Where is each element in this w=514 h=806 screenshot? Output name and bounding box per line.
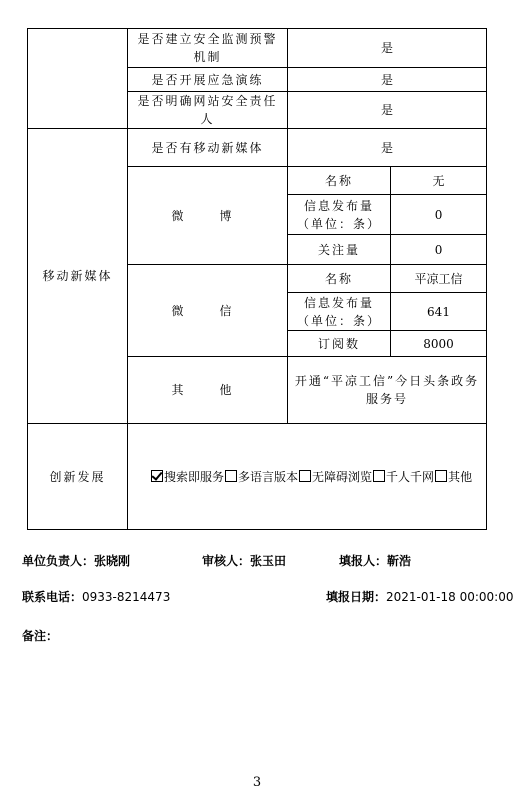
monitoring-label: 是否建立安全监测预警机制 — [128, 29, 288, 68]
reviewer-field — [202, 552, 286, 569]
option-accessibility: 无障碍浏览 — [312, 469, 373, 484]
option-search-service: 搜索即服务 — [164, 469, 225, 484]
reviewer-value: 张玉田 — [250, 554, 287, 568]
weibo-follow-label: 关注量 — [288, 235, 391, 265]
weibo-posts-label: 信息发布量（单位：条） — [288, 195, 391, 235]
drill-label: 是否开展应急演练 — [128, 68, 288, 92]
responsible-person-label: 是否明确网站安全责任人 — [128, 92, 288, 129]
checkbox-icon — [299, 470, 311, 482]
checkbox-icon — [435, 470, 447, 482]
other-value: 开通“平凉工信”今日头条政务服务号 — [288, 357, 487, 424]
wechat-posts-value: 641 — [391, 293, 487, 331]
checkbox-icon — [373, 470, 385, 482]
phone-field — [22, 588, 170, 605]
checked-checkbox-icon — [151, 470, 163, 482]
filler-label: 填报人： — [339, 554, 388, 568]
innovation-label: 创新发展 — [28, 424, 128, 530]
wechat-subs-label: 订阅数 — [288, 331, 391, 357]
option-multilingual: 多语言版本 — [238, 469, 299, 484]
checkbox-icon — [225, 470, 237, 482]
filler-field — [339, 552, 411, 569]
drill-value: 是 — [288, 68, 487, 92]
wechat-name-value: 平凉工信 — [391, 265, 487, 293]
reviewer-label: 审核人： — [202, 554, 251, 568]
date-field — [326, 588, 513, 605]
weibo-name-label: 名称 — [288, 167, 391, 195]
wechat-label: 微 信 — [128, 265, 288, 357]
innovation-options — [128, 424, 487, 530]
responsible-value: 张晓刚 — [94, 554, 131, 568]
phone-value: 0933-8214473 — [82, 590, 171, 604]
remark-label: 备注： — [22, 629, 59, 643]
mobile-section-label: 移动新媒体 — [28, 129, 128, 424]
section-blank-cell — [28, 29, 128, 129]
monitoring-value: 是 — [288, 29, 487, 68]
option-other: 其他 — [448, 469, 473, 484]
filler-value: 靳浩 — [387, 554, 412, 568]
date-value: 2021-01-18 00:00:00 — [386, 590, 514, 604]
responsible-field — [22, 552, 130, 569]
report-table — [27, 28, 487, 530]
responsible-person-value: 是 — [288, 92, 487, 129]
other-label: 其 他 — [128, 357, 288, 424]
wechat-posts-label: 信息发布量（单位：条） — [288, 293, 391, 331]
has-mobile-label: 是否有移动新媒体 — [128, 129, 288, 167]
phone-label: 联系电话： — [22, 590, 83, 604]
has-mobile-value: 是 — [288, 129, 487, 167]
responsible-label: 单位负责人： — [22, 554, 95, 568]
option-personalized: 千人千网 — [386, 469, 435, 484]
weibo-posts-value: 0 — [391, 195, 487, 235]
weibo-label: 微 博 — [128, 167, 288, 265]
wechat-name-label: 名称 — [288, 265, 391, 293]
wechat-subs-value: 8000 — [391, 331, 487, 357]
weibo-name-value: 无 — [391, 167, 487, 195]
weibo-follow-value: 0 — [391, 235, 487, 265]
date-label: 填报日期： — [326, 590, 387, 604]
page-number: 3 — [252, 775, 262, 790]
